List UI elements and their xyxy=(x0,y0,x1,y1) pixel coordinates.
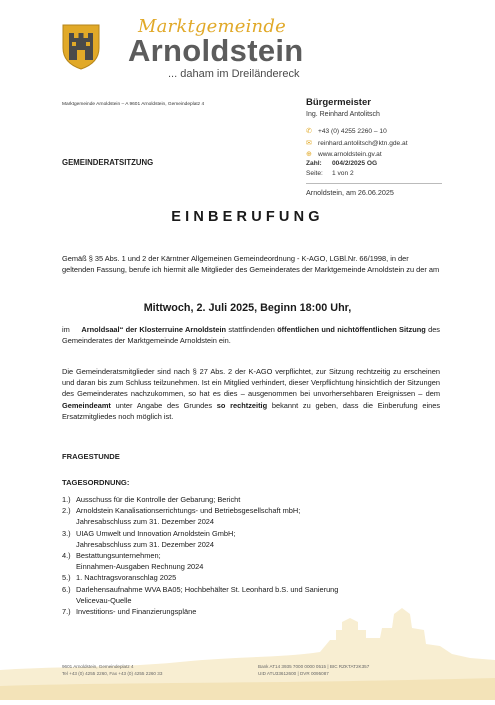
agenda-item-subtext: Velicevau-Quelle xyxy=(76,595,132,605)
contact-email-row xyxy=(306,139,408,147)
agenda-item-text: Darlehensaufnahme WVA BA05; Hochbehälter St. Leonhard b.S. und Sanierung xyxy=(76,584,339,594)
phone-icon: ✆ xyxy=(306,128,312,135)
brand-script: Marktgemeinde xyxy=(138,16,286,37)
obligation-part3: bekannt zu geben, dass die Einberufung eines Ersatzmitgliedes noch möglich ist. xyxy=(62,400,441,421)
location-im: im xyxy=(62,325,70,334)
contact-web: www.arnoldstein.gv.at xyxy=(318,150,382,158)
agenda-item xyxy=(62,572,452,583)
agenda-heading: TAGESORDNUNG: xyxy=(62,478,130,487)
footer-contact-line: Tel +43 (0) 4255 2260, Fax +43 (0) 4255 2260 33 xyxy=(62,671,163,676)
footer-address xyxy=(62,663,162,677)
agenda-item-text: 1. Nachtragsvoranschlag 2025 xyxy=(76,573,177,583)
agenda-item xyxy=(62,550,452,572)
agenda-item-subtext: Einnahmen-Ausgaben Rechnung 2024 xyxy=(76,562,204,572)
brand-name: Arnoldstein xyxy=(128,33,304,68)
email-icon: ✉ xyxy=(306,140,312,147)
brand-tagline: ... daham im Dreiländereck xyxy=(168,68,300,80)
agenda-item-body xyxy=(76,550,203,572)
location-mid: stattfindenden xyxy=(228,325,275,334)
agenda-item-number: 5.) xyxy=(62,573,71,583)
fragestunde-heading: FRAGESTUNDE xyxy=(62,452,120,461)
obligation-paragraph xyxy=(62,366,440,422)
agenda-item-number: 1.) xyxy=(62,495,71,504)
agenda-item xyxy=(62,528,452,550)
obligation-part2: unter Angabe des Grundes xyxy=(115,400,213,410)
agenda-item-number: 6.) xyxy=(62,584,71,594)
location-venue: Arnoldsaal“ der Klosterruine Arnoldstein xyxy=(81,325,227,334)
page-number-label: Seite: xyxy=(306,170,323,177)
contact-phone-row xyxy=(306,127,387,135)
agenda-item-text: UIAG Umwelt und Innovation Arnoldstein GmbH; xyxy=(76,528,236,538)
contact-name: Ing. Reinhard Antolitsch xyxy=(306,111,380,118)
reference-number-label: Zahl: xyxy=(306,160,322,167)
session-label: GEMEINDERATSITZUNG xyxy=(62,158,154,167)
agenda-item-number: 7.) xyxy=(62,607,71,617)
contact-phone: +43 (0) 4255 2260 – 10 xyxy=(318,127,387,135)
meeting-date: Mittwoch, 2. Juli 2025, Beginn 18:00 Uhr, xyxy=(143,302,352,314)
document-date: Arnoldstein, am 26.06.2025 xyxy=(306,188,394,197)
page-number-value: 1 von 2 xyxy=(332,170,354,177)
coat-of-arms-logo xyxy=(62,24,100,70)
document-title: EINBERUFUNG xyxy=(171,209,324,225)
reference-number-row xyxy=(306,160,377,167)
location-session-type: öffentlichen und nichtöffentlichen Sitzung xyxy=(277,325,426,334)
contact-email: reinhard.antolitsch@ktn.gde.at xyxy=(318,139,408,147)
intro-paragraph: Gemäß § 35 Abs. 1 und 2 der Kärntner Allgemeinen Gemeindeordnung - K-AGO, LGBl.Nr. 66/1998, in der geltenden Fassung, berufe ich hiermit alle Mitglieder des Gemeinderates der Marktgemeinde Arnoldstein zu der am xyxy=(62,254,440,275)
obligation-rechtzeitig: so rechtzeitig xyxy=(216,400,268,410)
agenda-item-text: Ausschuss für die Kontrolle der Gebarung; Bericht xyxy=(76,495,241,504)
agenda-item-number: 3.) xyxy=(62,528,71,538)
agenda-item-text: Arnoldstein Kanalisationserrichtungs- und Betriebsgesellschaft mbH; xyxy=(76,506,301,516)
footer-address-line: 9601 Arnoldstein, Gemeindeplatz 4 xyxy=(62,664,134,669)
contact-web-row xyxy=(306,150,382,158)
footer-bank-line: Bank AT14 3935 7000 0000 0515 | BIC RZKTAT2K357 xyxy=(258,664,370,669)
agenda-item-number: 2.) xyxy=(62,506,71,516)
agenda-item xyxy=(62,494,452,505)
footer-bank xyxy=(258,663,369,677)
reference-number-value: 004/2/2025 OG xyxy=(332,160,378,167)
obligation-part1: Die Gemeinderatsmitglieder sind nach § 27 Abs. 2 der K-AGO verpflichtet, zur Sitzung rechtzeitig zu erscheinen und daran bis zum Schluss teilzunehmen. Ist ein Mitglied verhindert, dieser Verpflichtung hinsichtlich der Sitzungen des Gemeinderates nachzukommen, so hat es dies – ausgenommen bei unvorhersehbaren Ereignissen – dem xyxy=(62,367,440,399)
agenda-item-text: Investitions- und Finanzierungspläne xyxy=(76,607,197,617)
obligation-gemeindeamt: Gemeindeamt xyxy=(62,400,111,410)
location-paragraph xyxy=(62,324,440,346)
divider xyxy=(306,183,442,184)
agenda-item-subtext: Jahresabschluss zum 31. Dezember 2024 xyxy=(76,539,215,549)
agenda-item-subtext: Jahresabschluss zum 31. Dezember 2024 xyxy=(76,517,215,527)
page-number-row xyxy=(306,170,354,177)
agenda-list xyxy=(62,494,452,617)
agenda-item-number: 4.) xyxy=(62,551,71,561)
agenda-item-text: Bestattungsunternehmen; xyxy=(76,551,161,561)
footer-castle-silhouette xyxy=(0,600,495,700)
globe-icon: ⊕ xyxy=(306,151,312,158)
agenda-item-body xyxy=(76,505,300,527)
footer-uid-line: UID ATU33612600 | DVR 0095087 xyxy=(258,671,329,676)
agenda-item-body xyxy=(76,528,235,550)
agenda-item xyxy=(62,505,452,527)
location-tail: des Gemeinderates der Marktgemeinde Arnoldstein ein. xyxy=(62,325,440,346)
sender-address-line: Marktgemeinde Arnoldstein – A 9601 Arnoldstein, Gemeindeplatz 4 xyxy=(62,102,205,107)
contact-title: Bürgermeister xyxy=(306,97,371,108)
